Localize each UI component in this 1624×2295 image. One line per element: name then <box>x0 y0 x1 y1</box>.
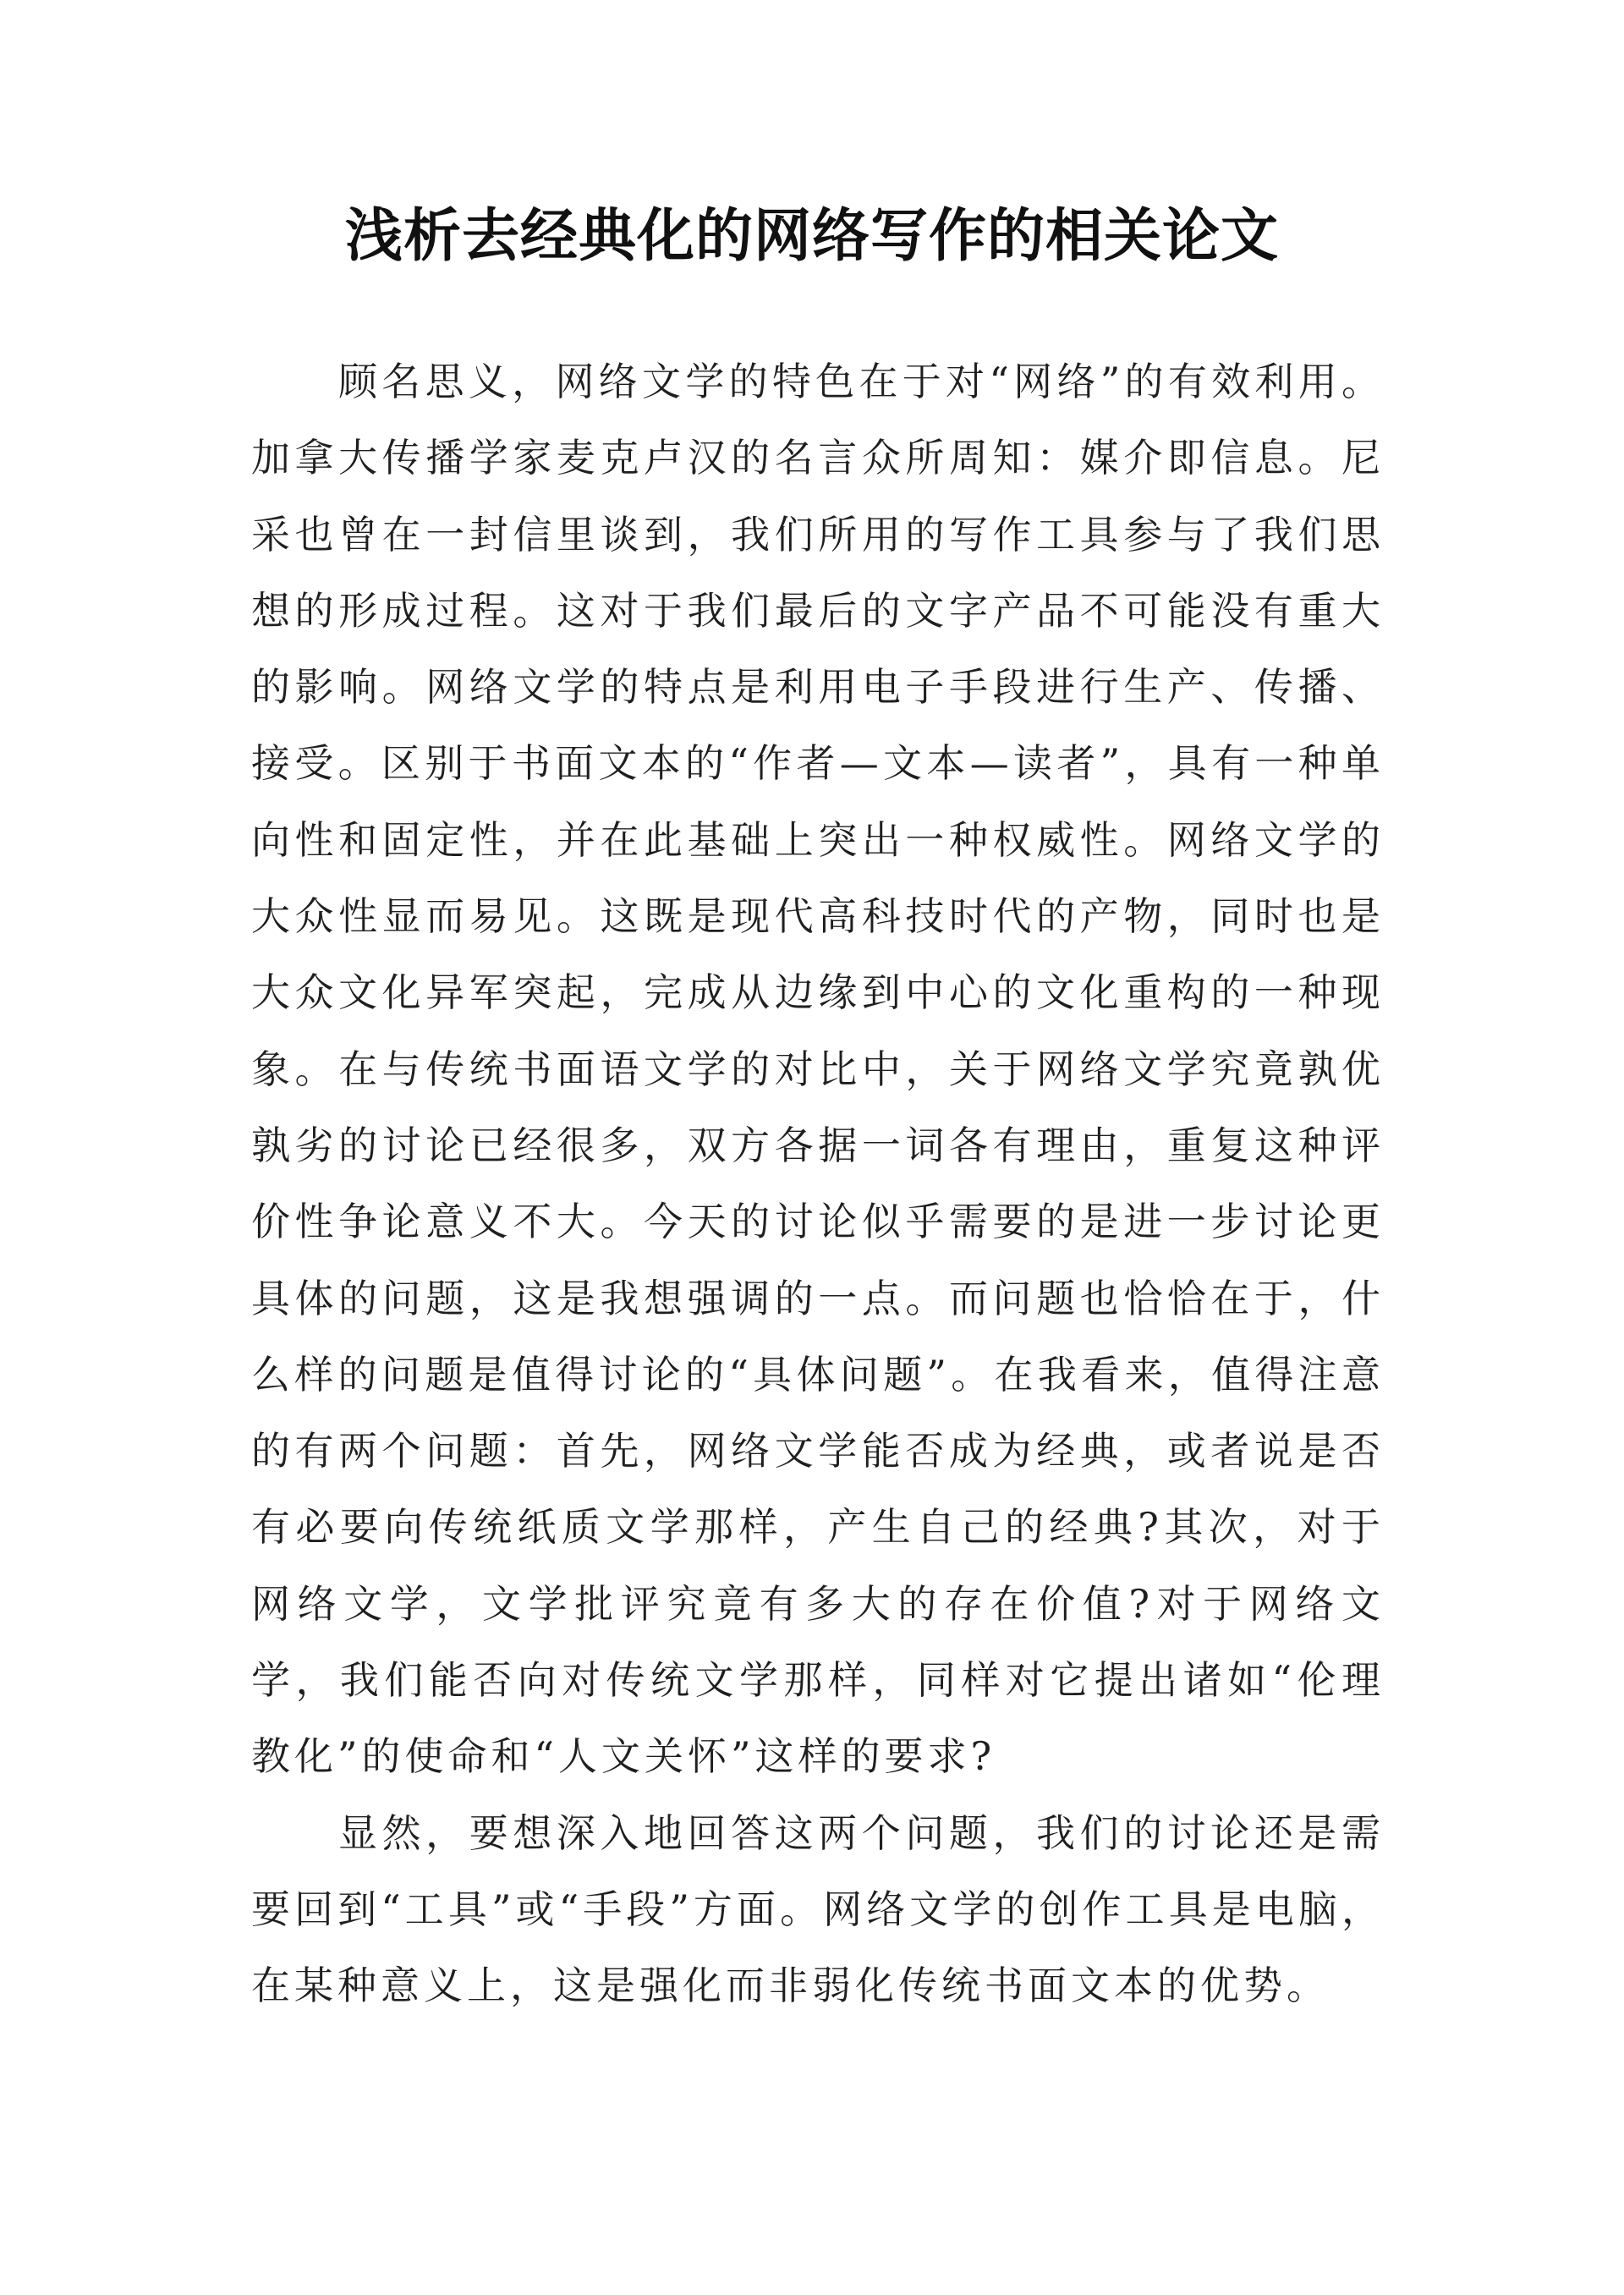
document-body <box>251 343 1385 2024</box>
document-title: 浅析去经典化的网络写作的相关论文 <box>344 203 1279 270</box>
paragraph-1: 顾名思义，网络文学的特色在于对“网络”的有效利用。加拿大传播学家麦克卢汉的名言众所周知：媒介即信息。尼采也曾在一封信里谈到，我们所用的写作工具参与了我们思想的形成过程。这对于我们最后的文字产品不可能没有重大的影响。网络文学的特点是利用电子手段进行生产、传播、接受。区别于书面文本的“作者—文本—读者”，具有一种单向性和固定性，并在此基础上突出一种权威性。网络文学的大众性显而易见。这既是现代高科技时代的产物，同时也是大众文化异军突起，完成从边缘到中心的文化重构的一种现象。在与传统书面语文学的对比中，关于网络文学究竟孰优孰劣的讨论已经很多，双方各据一词各有理由，重复这种评价性争论意义不大。今天的讨论似乎需要的是进一步讨论更具体的问题，这是我想强调的一点。而问题也恰恰在于，什么样的问题是值得讨论的“具体问题”。在我看来，值得注意的有两个问题：首先，网络文学能否成为经典，或者说是否有必要向传统纸质文学那样，产生自己的经典?其次，对于网络文学，文学批评究竟有多大的存在价值?对于网络文学，我们能否向对传统文学那样，同样对它提出诸如“伦理教化”的使命和“人文关怀”这样的要求? <box>251 359 1385 1780</box>
paragraph-2: 显然，要想深入地回答这两个问题，我们的讨论还是需要回到“工具”或“手段”方面。网络文学的创作工具是电脑，在某种意义上，这是强化而非弱化传统书面文本的优势。 <box>251 1809 1385 2009</box>
